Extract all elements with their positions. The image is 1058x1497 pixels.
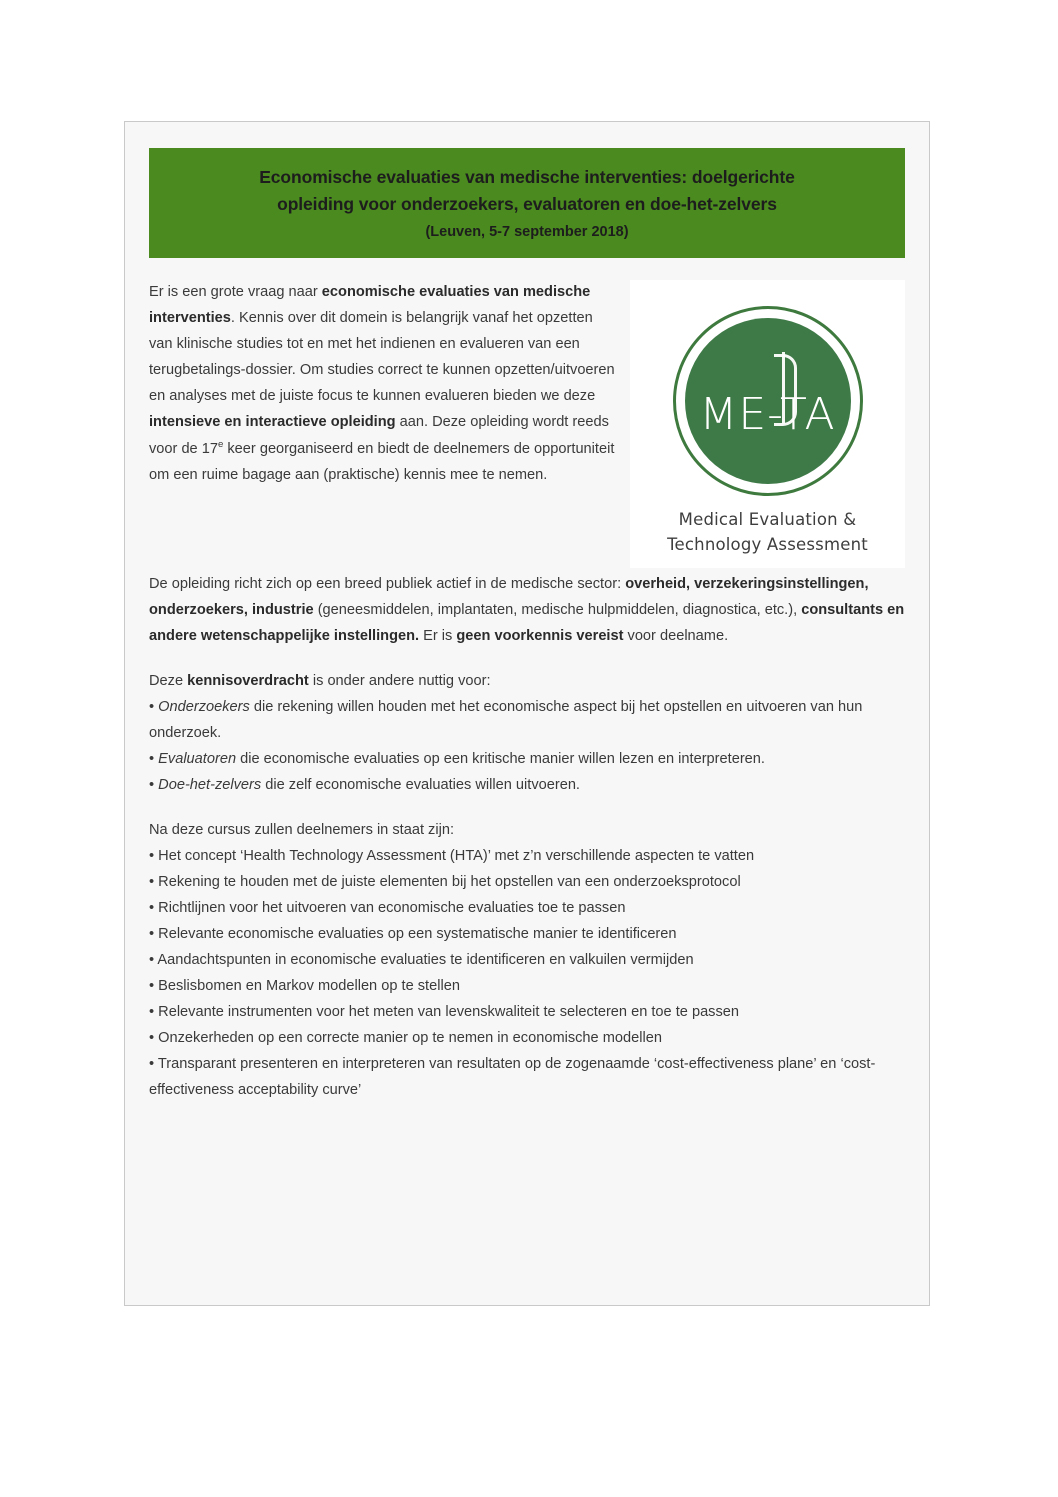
list-item: • Relevante instrumenten voor het meten van levenskwaliteit te selecteren en toe te passen bbox=[149, 1003, 740, 1020]
list-item: • Beslisbomen en Markov modellen op te stellen bbox=[149, 977, 460, 994]
logo-acronym: ME-TA bbox=[699, 389, 836, 441]
banner-title-line1: Economische evaluaties van medische interventies: doelgerichte bbox=[259, 167, 795, 187]
intro-paragraph-2 bbox=[149, 572, 905, 650]
intro-p1-c: . Kennis over dit domein is belangrijk vanaf het opzetten van klinische studies tot en met het indienen en evalueren van een terugbetalings-dossier. Om studies correct te kunnen opzetten/uitvoeren en analyses met de juiste focus te kunnen evalueren bieden we deze bbox=[149, 310, 615, 405]
list-item: • Rekening te houden met de juiste elementen bij het opstellen van een onderzoeksprotocol bbox=[149, 873, 741, 890]
transfer-lead-a: Deze bbox=[149, 673, 188, 690]
intro-p1-a: Er is een grote vraag naar bbox=[149, 284, 322, 301]
intro-p2-d: consultants en andere wetenschappelijke instellingen. bbox=[149, 602, 905, 645]
banner-subtitle: (Leuven, 5-7 september 2018) bbox=[425, 224, 629, 241]
transfer-item-0-rest: die rekening willen houden met het economische aspect bij het opstellen en uitvoeren van hun onderzoek. bbox=[149, 699, 863, 742]
intro-p1-e: aan. Deze opleiding wordt reeds voor de 17 bbox=[149, 414, 609, 457]
intro-p1-sup: e bbox=[217, 439, 224, 451]
intro-p1-b: economische evaluaties van medische interventies bbox=[149, 284, 591, 327]
document-page bbox=[124, 121, 930, 1306]
outcomes-lead: Na deze cursus zullen deelnemers in staat zijn: bbox=[149, 822, 455, 838]
list-item: • Doe-het-zelvers die zelf economische evaluaties willen uitvoeren. bbox=[149, 777, 580, 794]
intro-p2-a: De opleiding richt zich op een breed publiek actief in de medische sector: bbox=[149, 576, 626, 593]
transfer-item-0-em: Onderzoekers bbox=[158, 699, 250, 716]
list-item: • Relevante economische evaluaties op een systematische manier te identificeren bbox=[149, 925, 677, 942]
list-item: • Transparant presenteren en interpreteren van resultaten op de zogenaamde ‘cost-effectiveness plane’ en ‘cost-effectiveness acceptability curve’ bbox=[149, 1055, 876, 1098]
list-item: • Het concept ‘Health Technology Assessment (HTA)’ met z’n verschillende aspecten te vatten bbox=[149, 847, 755, 864]
list-item: • Richtlijnen voor het uitvoeren van economische evaluaties toe te passen bbox=[149, 899, 626, 916]
list-item: • Onderzoekers die rekening willen houden met het economische aspect bij het opstellen en uitvoeren van hun onderzoek. bbox=[149, 699, 863, 742]
intro-p1-f: keer georganiseerd en biedt de deelnemers de opportuniteit om een ruime bagage aan (praktische) kennis mee te nemen. bbox=[149, 440, 615, 483]
transfer-item-1-rest: die economische evaluaties op een kritische manier willen lezen en interpreteren. bbox=[236, 751, 765, 768]
list-item: • Evaluatoren die economische evaluaties op een kritische manier willen lezen en interpreteren. bbox=[149, 751, 765, 768]
logo-caption-line2: Technology Assessment bbox=[667, 535, 868, 554]
list-item: • Aandachtspunten in economische evaluaties te identificeren en valkuilen vermijden bbox=[149, 951, 694, 968]
intro-p2-b: overheid, verzekeringsinstellingen, onderzoekers, industrie bbox=[149, 576, 869, 619]
transfer-lead bbox=[149, 669, 905, 695]
transfer-item-2-rest: die zelf economische evaluaties willen uitvoeren. bbox=[261, 777, 580, 794]
document-body bbox=[149, 280, 905, 1103]
transfer-lead-b: kennisoverdracht bbox=[187, 673, 309, 690]
banner-title-line2: opleiding voor onderzoekers, evaluatoren en doe-het-zelvers bbox=[277, 194, 777, 215]
intro-p2-g: voor deelname. bbox=[623, 628, 729, 645]
intro-p2-e: Er is bbox=[419, 628, 457, 645]
header-banner bbox=[149, 148, 905, 258]
transfer-item-2-em: Doe-het-zelvers bbox=[158, 777, 262, 794]
logo-caption-line1: Medical Evaluation & bbox=[678, 510, 857, 530]
banner-title bbox=[171, 164, 883, 218]
list-item: • Onzekerheden op een correcte manier op te nemen in economische modellen bbox=[149, 1029, 662, 1046]
logo-caption bbox=[630, 508, 905, 558]
transfer-item-1-em: Evaluatoren bbox=[158, 751, 237, 768]
intro-p2-c: (geneesmiddelen, implantaten, medische hulpmiddelen, diagnostica, etc.), bbox=[313, 602, 802, 619]
intro-p1-d: intensieve en interactieve opleiding bbox=[149, 414, 396, 431]
transfer-lead-c: is onder andere nuttig voor: bbox=[308, 673, 491, 690]
meta-logo bbox=[630, 280, 905, 568]
intro-p2-f: geen voorkennis vereist bbox=[456, 628, 624, 645]
